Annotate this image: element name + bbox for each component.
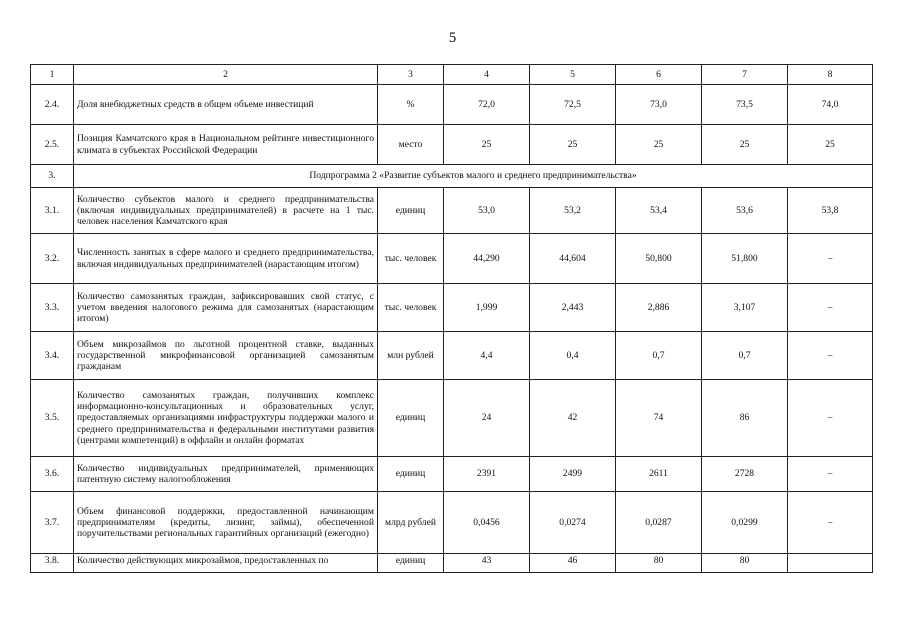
value-cell: 24 xyxy=(444,380,530,457)
value-cell: 51,800 xyxy=(702,234,788,284)
value-cell: 74 xyxy=(616,380,702,457)
value-cell: 2611 xyxy=(616,457,702,492)
indicator-name: Объем финансовой поддержки, предоставленной начинающим предпринимателям (кредиты, лизинг, займы), обеспеченной поручительствами региональных гарантийных организаций (ежегодно) xyxy=(74,492,378,554)
value-cell: – xyxy=(788,492,873,554)
header-cell: 1 xyxy=(31,65,74,85)
unit-cell: тыс. человек xyxy=(378,234,444,284)
unit-cell: млрд рублей xyxy=(378,492,444,554)
value-cell: – xyxy=(788,457,873,492)
row-number: 3.5. xyxy=(31,380,74,457)
indicators-table xyxy=(30,64,873,573)
value-cell: 53,0 xyxy=(444,188,530,234)
value-cell: 0,4 xyxy=(530,332,616,380)
table-row xyxy=(31,85,873,125)
unit-cell: единиц xyxy=(378,554,444,573)
value-cell: 4,4 xyxy=(444,332,530,380)
table-header-row xyxy=(31,65,873,85)
row-number: 3.7. xyxy=(31,492,74,554)
row-number: 3. xyxy=(31,165,74,188)
value-cell: 86 xyxy=(702,380,788,457)
section-title: Подпрограмма 2 «Развитие субъектов малого и среднего предпринимательства» xyxy=(74,165,873,188)
indicator-name: Количество субъектов малого и среднего предпринимательства (включая индивидуальных предпринимателей) в расчете на 1 тыс. человек населения Камчатского края xyxy=(74,188,378,234)
unit-cell: единиц xyxy=(378,380,444,457)
value-cell: 80 xyxy=(616,554,702,573)
unit-cell: единиц xyxy=(378,188,444,234)
unit-cell: тыс. человек xyxy=(378,284,444,332)
value-cell: 25 xyxy=(530,125,616,165)
value-cell: 72,5 xyxy=(530,85,616,125)
indicator-name: Количество самозанятых граждан, получивших комплекс информационно-консультационных и образовательных услуг, предоставляемых организациями инфраструктуры поддержки малого и среднего предпринимательства и федеральными институтами развития (центрами компетенций) в оффлайн и онлайн форматах xyxy=(74,380,378,457)
value-cell: 53,2 xyxy=(530,188,616,234)
value-cell: 2,443 xyxy=(530,284,616,332)
value-cell: 53,8 xyxy=(788,188,873,234)
row-number: 3.8. xyxy=(31,554,74,573)
value-cell: 1,999 xyxy=(444,284,530,332)
value-cell: 0,0299 xyxy=(702,492,788,554)
unit-cell: % xyxy=(378,85,444,125)
row-number: 2.5. xyxy=(31,125,74,165)
header-cell: 7 xyxy=(702,65,788,85)
table-row xyxy=(31,125,873,165)
row-number: 3.1. xyxy=(31,188,74,234)
table-row xyxy=(31,284,873,332)
indicator-name: Количество действующих микрозаймов, предоставленных по xyxy=(74,554,378,573)
table-row xyxy=(31,188,873,234)
value-cell: 2391 xyxy=(444,457,530,492)
row-number: 3.6. xyxy=(31,457,74,492)
row-number: 3.2. xyxy=(31,234,74,284)
value-cell: 44,604 xyxy=(530,234,616,284)
unit-cell: млн рублей xyxy=(378,332,444,380)
value-cell: 25 xyxy=(616,125,702,165)
value-cell: 73,5 xyxy=(702,85,788,125)
value-cell: 42 xyxy=(530,380,616,457)
value-cell: 80 xyxy=(702,554,788,573)
table-row xyxy=(31,492,873,554)
indicator-name: Количество самозанятых граждан, зафиксировавших свой статус, с учетом введения налогового режима для самозанятых (нарастающим итогом) xyxy=(74,284,378,332)
value-cell: 0,0274 xyxy=(530,492,616,554)
indicator-name: Количество индивидуальных предпринимателей, применяющих патентную систему налогообложения xyxy=(74,457,378,492)
row-number: 2.4. xyxy=(31,85,74,125)
row-number: 3.4. xyxy=(31,332,74,380)
unit-cell: единиц xyxy=(378,457,444,492)
row-number: 3.3. xyxy=(31,284,74,332)
value-cell: 72,0 xyxy=(444,85,530,125)
table-row xyxy=(31,380,873,457)
value-cell: 25 xyxy=(444,125,530,165)
header-cell: 3 xyxy=(378,65,444,85)
header-cell: 6 xyxy=(616,65,702,85)
value-cell: 0,7 xyxy=(616,332,702,380)
indicator-name: Объем микрозаймов по льготной процентной ставке, выданных государственной микрофинансовой организацией самозанятым гражданам xyxy=(74,332,378,380)
value-cell: 53,6 xyxy=(702,188,788,234)
value-cell: 53,4 xyxy=(616,188,702,234)
value-cell: 74,0 xyxy=(788,85,873,125)
value-cell: – xyxy=(788,380,873,457)
indicator-name: Численность занятых в сфере малого и среднего предпринимательства, включая индивидуальных предпринимателей (нарастающим итогом) xyxy=(74,234,378,284)
indicator-name: Доля внебюджетных средств в общем объеме инвестиций xyxy=(74,85,378,125)
value-cell: – xyxy=(788,284,873,332)
page-number: 5 xyxy=(448,30,457,46)
value-cell: 43 xyxy=(444,554,530,573)
header-cell: 4 xyxy=(444,65,530,85)
value-cell: – xyxy=(788,234,873,284)
table-row xyxy=(31,457,873,492)
value-cell: 0,0456 xyxy=(444,492,530,554)
value-cell: 44,290 xyxy=(444,234,530,284)
header-cell: 2 xyxy=(74,65,378,85)
value-cell: – xyxy=(788,332,873,380)
value-cell: 3,107 xyxy=(702,284,788,332)
table-row xyxy=(31,234,873,284)
value-cell: 50,800 xyxy=(616,234,702,284)
value-cell: 2728 xyxy=(702,457,788,492)
value-cell: 2499 xyxy=(530,457,616,492)
header-cell: 8 xyxy=(788,65,873,85)
value-cell: 25 xyxy=(788,125,873,165)
value-cell: 0,0287 xyxy=(616,492,702,554)
value-cell: 25 xyxy=(702,125,788,165)
indicator-name: Позиция Камчатского края в Национальном рейтинге инвестиционного климата в субъектах Российской Федерации xyxy=(74,125,378,165)
value-cell: 0,7 xyxy=(702,332,788,380)
value-cell: 46 xyxy=(530,554,616,573)
unit-cell: место xyxy=(378,125,444,165)
header-cell: 5 xyxy=(530,65,616,85)
table-row xyxy=(31,554,873,573)
value-cell: 2,886 xyxy=(616,284,702,332)
section-row xyxy=(31,165,873,188)
value-cell: 73,0 xyxy=(616,85,702,125)
value-cell xyxy=(788,554,873,573)
table-row xyxy=(31,332,873,380)
